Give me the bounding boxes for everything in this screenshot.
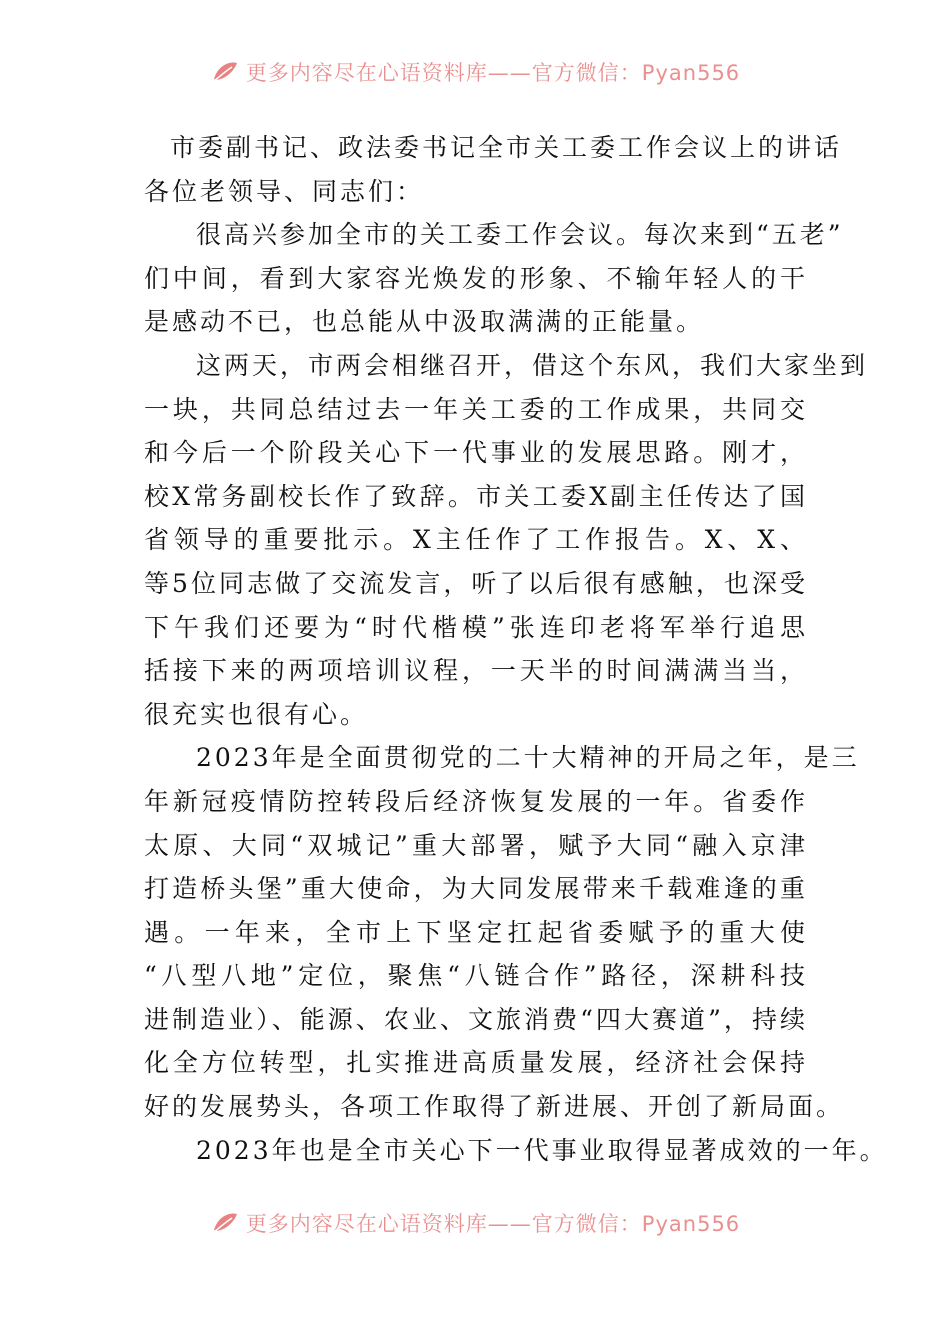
text-line: 很高兴参加全市的关工委工作会议。每次来到“五老” bbox=[196, 220, 844, 250]
text-line: 各位老领导、同志们： bbox=[144, 176, 425, 206]
text-line: 太原、大同“双城记”重大部署，赋予大同“融入京津 bbox=[144, 830, 808, 860]
footer-watermark bbox=[0, 1203, 950, 1243]
text-line: 好的发展势头，各项工作取得了新进展、开创了新局面。 bbox=[144, 1092, 845, 1122]
watermark-text: 更多内容尽在心语资料库——官方微信：Pyan556 bbox=[245, 1212, 741, 1236]
text-line: 2023年是全面贯彻党的二十大精神的开局之年，是三 bbox=[196, 743, 860, 773]
text-line: 校X常务副校长作了致辞。市关工委X副主任传达了国 bbox=[144, 481, 808, 511]
text-line: 年新冠疫情防控转段后经济恢复发展的一年。省委作 bbox=[144, 786, 808, 816]
text-line: 化全方位转型，扎实推进高质量发展，经济社会保持 bbox=[144, 1048, 808, 1078]
header-watermark bbox=[0, 52, 950, 92]
text-line: “八型八地”定位，聚焦“八链合作”路径，深耕科技 bbox=[144, 961, 808, 991]
text-line: 括接下来的两项培训议程，一天半的时间满满当当， bbox=[144, 656, 808, 686]
text-line: 和今后一个阶段关心下一代事业的发展思路。刚才， bbox=[144, 438, 808, 468]
watermark-text: 更多内容尽在心语资料库——官方微信：Pyan556 bbox=[245, 61, 741, 85]
leaf-logo-icon bbox=[210, 59, 240, 85]
text-line: 一块，共同总结过去一年关工委的工作成果，共同交 bbox=[144, 394, 808, 424]
text-line: 这两天，市两会相继召开，借这个东风，我们大家坐到 bbox=[196, 350, 869, 380]
text-line: 打造桥头堡”重大使命，为大同发展带来千载难逢的重 bbox=[144, 874, 808, 904]
text-line: 是感动不已，也总能从中汲取满满的正能量。 bbox=[144, 307, 705, 337]
text-line: 省领导的重要批示。X主任作了工作报告。X、X、 bbox=[144, 525, 808, 555]
text-line: 等5位同志做了交流发言，听了以后很有感触，也深受 bbox=[144, 568, 808, 598]
text-line: 2023年也是全市关心下一代事业取得显著成效的一年。 bbox=[196, 1135, 888, 1165]
text-line: 们中间，看到大家容光焕发的形象、不输年轻人的干 bbox=[144, 263, 808, 293]
text-line: 下午我们还要为“时代楷模”张连印老将军举行追思 bbox=[144, 612, 808, 642]
document-title: 市委副书记、政法委书记全市关工委工作会议上的讲话 bbox=[170, 133, 843, 162]
text-line: 很充实也很有心。 bbox=[144, 699, 369, 729]
document-body bbox=[144, 126, 888, 1172]
text-line: 进制造业）、能源、农业、文旅消费“四大赛道”，持续 bbox=[144, 1004, 808, 1034]
leaf-logo-icon bbox=[210, 1210, 240, 1236]
text-line: 遇。一年来，全市上下坚定扛起省委赋予的重大使 bbox=[144, 917, 808, 947]
